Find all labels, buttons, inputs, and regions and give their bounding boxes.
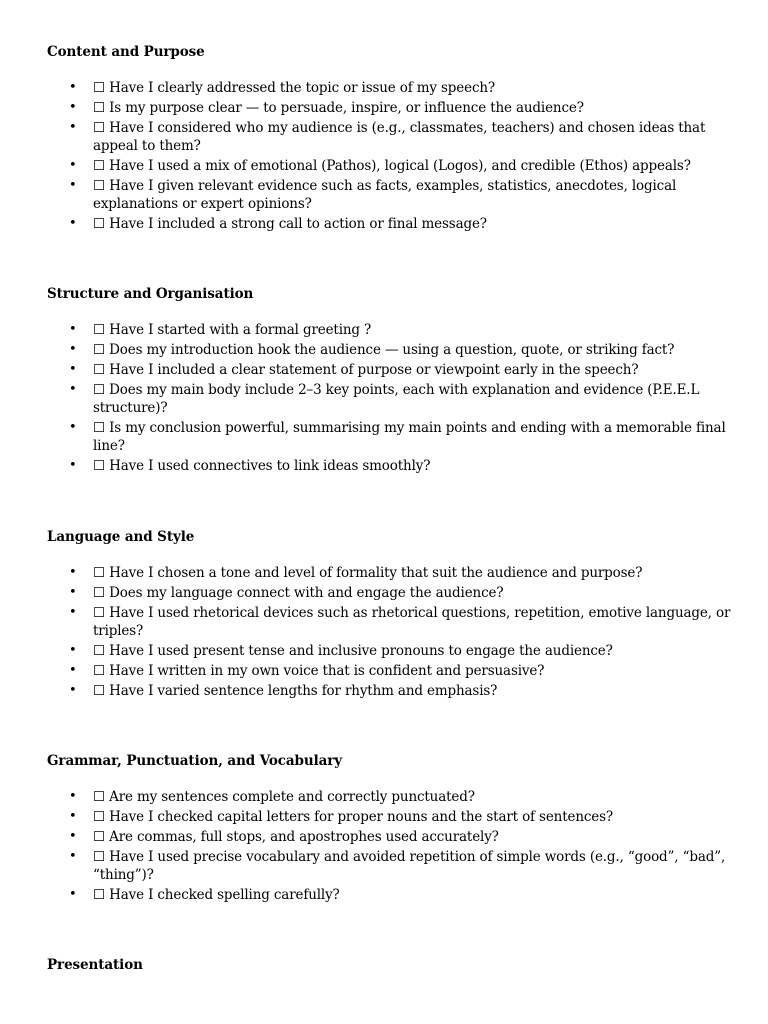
bullet-icon: • xyxy=(69,789,77,804)
checklist-item-text: ☐ Have I used present tense and inclusive pronouns to engage the audience? xyxy=(93,643,613,659)
checklist-item xyxy=(47,321,737,339)
section-heading: Grammar, Punctuation, and Vocabulary xyxy=(47,753,343,769)
checklist xyxy=(47,321,737,477)
checklist-item xyxy=(47,419,737,455)
checklist-item xyxy=(47,808,737,826)
checklist-item-text: ☐ Have I varied sentence lengths for rhythm and emphasis? xyxy=(93,683,498,699)
checklist-item xyxy=(47,564,737,582)
checklist-item-text: ☐ Does my introduction hook the audience — using a question, quote, or striking fact? xyxy=(93,342,675,358)
checklist-item-text: ☐ Are my sentences complete and correctly punctuated? xyxy=(93,789,475,805)
bullet-icon: • xyxy=(69,120,77,135)
checklist-item-text: ☐ Have I included a strong call to action or final message? xyxy=(93,216,487,232)
checklist-item-text: ☐ Does my language connect with and engage the audience? xyxy=(93,585,504,601)
checklist-item xyxy=(47,642,737,660)
checklist-item-text: ☐ Have I written in my own voice that is confident and persuasive? xyxy=(93,663,545,679)
bullet-icon: • xyxy=(69,322,77,337)
bullet-icon: • xyxy=(69,829,77,844)
checklist-item-text: ☐ Have I used connectives to link ideas smoothly? xyxy=(93,458,431,474)
bullet-icon: • xyxy=(69,683,77,698)
checklist xyxy=(47,788,737,906)
bullet-icon: • xyxy=(69,158,77,173)
checklist-item xyxy=(47,79,737,97)
checklist-item xyxy=(47,119,737,155)
bullet-icon: • xyxy=(69,809,77,824)
section-presentation xyxy=(47,956,737,974)
bullet-icon: • xyxy=(69,663,77,678)
checklist-item xyxy=(47,157,737,175)
checklist-item-text: ☐ Have I clearly addressed the topic or issue of my speech? xyxy=(93,80,496,96)
bullet-icon: • xyxy=(69,565,77,580)
section-heading: Content and Purpose xyxy=(47,44,205,60)
checklist-item xyxy=(47,848,737,884)
section-content-and-purpose xyxy=(47,43,737,232)
bullet-icon: • xyxy=(69,342,77,357)
checklist-item-text: ☐ Have I included a clear statement of purpose or viewpoint early in the speech? xyxy=(93,362,639,378)
checklist-item-text: ☐ Have I used a mix of emotional (Pathos), logical (Logos), and credible (Ethos) appeals? xyxy=(93,158,691,174)
checklist-item-text: ☐ Have I given relevant evidence such as facts, examples, statistics, anecdotes, logical explanations or expert opinions? xyxy=(93,178,677,212)
bullet-icon: • xyxy=(69,382,77,397)
checklist-item xyxy=(47,99,737,117)
checklist-item xyxy=(47,682,737,700)
bullet-icon: • xyxy=(69,605,77,620)
bullet-icon: • xyxy=(69,643,77,658)
checklist-item-text: ☐ Is my purpose clear — to persuade, inspire, or influence the audience? xyxy=(93,100,584,116)
checklist-item xyxy=(47,584,737,602)
bullet-icon: • xyxy=(69,887,77,902)
checklist-item-text: ☐ Is my conclusion powerful, summarising my main points and ending with a memorable final line? xyxy=(93,420,726,454)
section-grammar-punctuation-vocabulary xyxy=(47,752,737,903)
checklist-item-text: ☐ Have I used rhetorical devices such as rhetorical questions, repetition, emotive language, or triples? xyxy=(93,605,731,639)
checklist-item xyxy=(47,457,737,475)
bullet-icon: • xyxy=(69,362,77,377)
checklist-item xyxy=(47,604,737,640)
bullet-icon: • xyxy=(69,458,77,473)
bullet-icon: • xyxy=(69,420,77,435)
section-heading: Structure and Organisation xyxy=(47,286,254,302)
checklist-item-text: ☐ Are commas, full stops, and apostrophes used accurately? xyxy=(93,829,499,845)
checklist-item xyxy=(47,828,737,846)
checklist-item xyxy=(47,177,737,213)
bullet-icon: • xyxy=(69,216,77,231)
checklist-item-text: ☐ Have I checked spelling carefully? xyxy=(93,887,340,903)
checklist-item xyxy=(47,788,737,806)
section-heading: Language and Style xyxy=(47,529,195,545)
bullet-icon: • xyxy=(69,585,77,600)
bullet-icon: • xyxy=(69,849,77,864)
checklist-item xyxy=(47,886,737,904)
section-language-and-style xyxy=(47,528,737,699)
checklist-item xyxy=(47,662,737,680)
checklist-item-text: ☐ Have I checked capital letters for proper nouns and the start of sentences? xyxy=(93,809,613,825)
checklist-item xyxy=(47,341,737,359)
checklist-item xyxy=(47,381,737,417)
bullet-icon: • xyxy=(69,100,77,115)
checklist xyxy=(47,564,737,702)
checklist-item-text: ☐ Have I started with a formal greeting ? xyxy=(93,322,372,338)
checklist-item xyxy=(47,215,737,233)
checklist-item-text: ☐ Have I chosen a tone and level of formality that suit the audience and purpose? xyxy=(93,565,643,581)
section-structure-and-organisation xyxy=(47,285,737,474)
bullet-icon: • xyxy=(69,80,77,95)
checklist xyxy=(47,79,737,235)
section-heading: Presentation xyxy=(47,957,143,973)
checklist-item-text: ☐ Have I used precise vocabulary and avoided repetition of simple words (e.g., “good”, “bad”, “thing”)? xyxy=(93,849,726,883)
checklist-item-text: ☐ Does my main body include 2–3 key points, each with explanation and evidence (P.E.E.L structure)? xyxy=(93,382,700,416)
bullet-icon: • xyxy=(69,178,77,193)
checklist-item xyxy=(47,361,737,379)
checklist-item-text: ☐ Have I considered who my audience is (e.g., classmates, teachers) and chosen ideas that appeal to them? xyxy=(93,120,706,154)
